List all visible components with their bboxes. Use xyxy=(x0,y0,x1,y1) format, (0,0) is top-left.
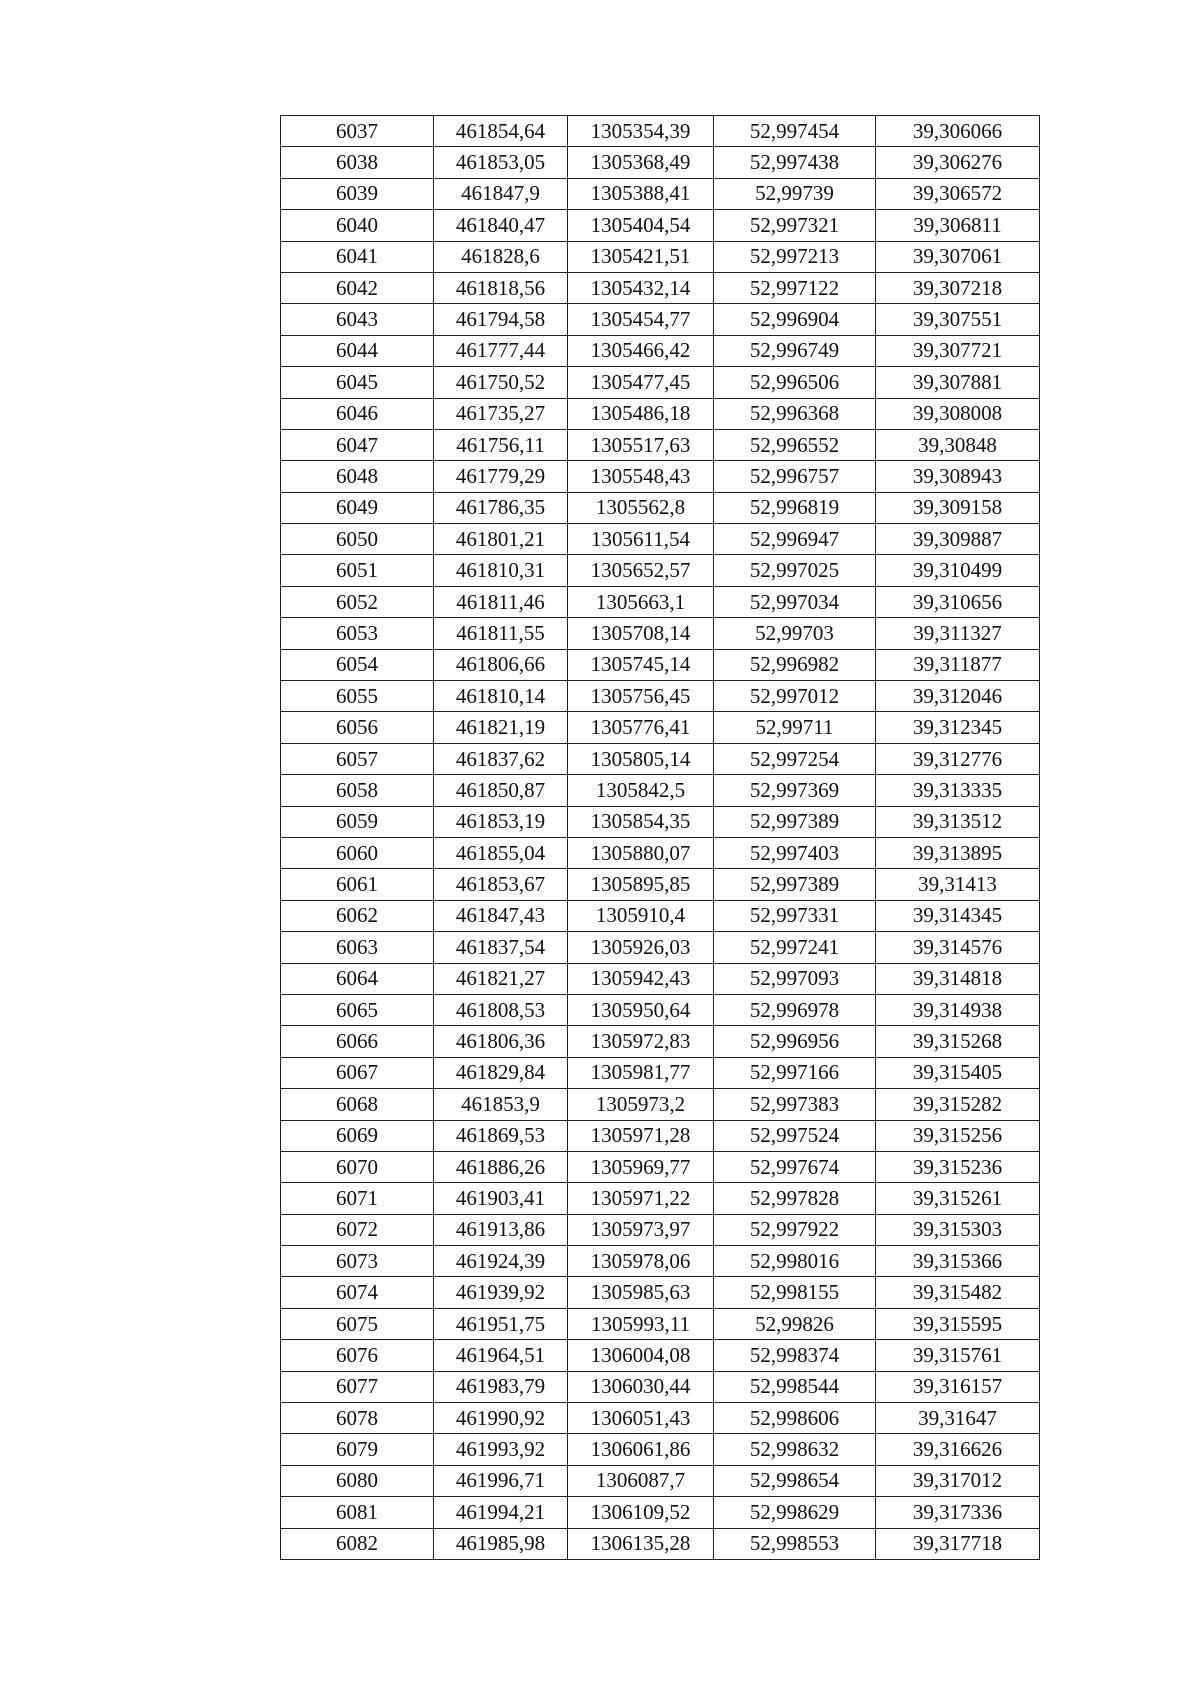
table-row xyxy=(281,272,1040,303)
point-number-cell: 6049 xyxy=(281,492,434,523)
table-row xyxy=(281,649,1040,680)
longitude-cell: 39,312046 xyxy=(876,681,1040,712)
longitude-cell: 39,31647 xyxy=(876,1403,1040,1434)
longitude-cell: 39,315366 xyxy=(876,1246,1040,1277)
latitude-cell: 52,997254 xyxy=(714,743,876,774)
longitude-cell: 39,315268 xyxy=(876,1026,1040,1057)
y-coordinate-cell: 1305972,83 xyxy=(568,1026,714,1057)
y-coordinate-cell: 1305652,57 xyxy=(568,555,714,586)
x-coordinate-cell: 461886,26 xyxy=(434,1151,568,1182)
y-coordinate-cell: 1305854,35 xyxy=(568,806,714,837)
longitude-cell: 39,315282 xyxy=(876,1089,1040,1120)
longitude-cell: 39,317718 xyxy=(876,1528,1040,1559)
x-coordinate-cell: 461855,04 xyxy=(434,837,568,868)
latitude-cell: 52,997166 xyxy=(714,1057,876,1088)
longitude-cell: 39,30848 xyxy=(876,429,1040,460)
latitude-cell: 52,997093 xyxy=(714,963,876,994)
y-coordinate-cell: 1305926,03 xyxy=(568,932,714,963)
point-number-cell: 6079 xyxy=(281,1434,434,1465)
y-coordinate-cell: 1306004,08 xyxy=(568,1340,714,1371)
latitude-cell: 52,997331 xyxy=(714,900,876,931)
x-coordinate-cell: 461811,55 xyxy=(434,618,568,649)
x-coordinate-cell: 461829,84 xyxy=(434,1057,568,1088)
point-number-cell: 6039 xyxy=(281,178,434,209)
y-coordinate-cell: 1305973,97 xyxy=(568,1214,714,1245)
table-row xyxy=(281,994,1040,1025)
table-row xyxy=(281,461,1040,492)
y-coordinate-cell: 1305562,8 xyxy=(568,492,714,523)
y-coordinate-cell: 1305663,1 xyxy=(568,586,714,617)
point-number-cell: 6082 xyxy=(281,1528,434,1559)
point-number-cell: 6052 xyxy=(281,586,434,617)
y-coordinate-cell: 1306061,86 xyxy=(568,1434,714,1465)
x-coordinate-cell: 461801,21 xyxy=(434,524,568,555)
x-coordinate-cell: 461810,31 xyxy=(434,555,568,586)
y-coordinate-cell: 1305611,54 xyxy=(568,524,714,555)
point-number-cell: 6044 xyxy=(281,335,434,366)
latitude-cell: 52,998155 xyxy=(714,1277,876,1308)
point-number-cell: 6038 xyxy=(281,147,434,178)
table-row xyxy=(281,1403,1040,1434)
y-coordinate-cell: 1305388,41 xyxy=(568,178,714,209)
longitude-cell: 39,307881 xyxy=(876,367,1040,398)
longitude-cell: 39,313895 xyxy=(876,837,1040,868)
table-row xyxy=(281,1183,1040,1214)
latitude-cell: 52,998016 xyxy=(714,1246,876,1277)
longitude-cell: 39,312345 xyxy=(876,712,1040,743)
table-row xyxy=(281,743,1040,774)
latitude-cell: 52,996506 xyxy=(714,367,876,398)
x-coordinate-cell: 461854,64 xyxy=(434,116,568,147)
x-coordinate-cell: 461837,54 xyxy=(434,932,568,963)
latitude-cell: 52,998629 xyxy=(714,1497,876,1528)
latitude-cell: 52,997025 xyxy=(714,555,876,586)
longitude-cell: 39,316157 xyxy=(876,1371,1040,1402)
longitude-cell: 39,317336 xyxy=(876,1497,1040,1528)
y-coordinate-cell: 1305454,77 xyxy=(568,304,714,335)
x-coordinate-cell: 461821,27 xyxy=(434,963,568,994)
y-coordinate-cell: 1305486,18 xyxy=(568,398,714,429)
latitude-cell: 52,997389 xyxy=(714,806,876,837)
x-coordinate-cell: 461810,14 xyxy=(434,681,568,712)
table-row xyxy=(281,1340,1040,1371)
x-coordinate-cell: 461735,27 xyxy=(434,398,568,429)
table-row xyxy=(281,1120,1040,1151)
point-number-cell: 6056 xyxy=(281,712,434,743)
longitude-cell: 39,312776 xyxy=(876,743,1040,774)
x-coordinate-cell: 461990,92 xyxy=(434,1403,568,1434)
latitude-cell: 52,997828 xyxy=(714,1183,876,1214)
point-number-cell: 6060 xyxy=(281,837,434,868)
longitude-cell: 39,307721 xyxy=(876,335,1040,366)
y-coordinate-cell: 1305880,07 xyxy=(568,837,714,868)
latitude-cell: 52,996552 xyxy=(714,429,876,460)
x-coordinate-cell: 461993,92 xyxy=(434,1434,568,1465)
longitude-cell: 39,310499 xyxy=(876,555,1040,586)
longitude-cell: 39,315595 xyxy=(876,1308,1040,1339)
y-coordinate-cell: 1305368,49 xyxy=(568,147,714,178)
y-coordinate-cell: 1305776,41 xyxy=(568,712,714,743)
y-coordinate-cell: 1305548,43 xyxy=(568,461,714,492)
table-row xyxy=(281,367,1040,398)
latitude-cell: 52,998374 xyxy=(714,1340,876,1371)
table-row xyxy=(281,1277,1040,1308)
x-coordinate-cell: 461806,66 xyxy=(434,649,568,680)
point-number-cell: 6081 xyxy=(281,1497,434,1528)
point-number-cell: 6074 xyxy=(281,1277,434,1308)
table-row xyxy=(281,304,1040,335)
y-coordinate-cell: 1305981,77 xyxy=(568,1057,714,1088)
x-coordinate-cell: 461913,86 xyxy=(434,1214,568,1245)
y-coordinate-cell: 1305985,63 xyxy=(568,1277,714,1308)
point-number-cell: 6045 xyxy=(281,367,434,398)
point-number-cell: 6075 xyxy=(281,1308,434,1339)
x-coordinate-cell: 461951,75 xyxy=(434,1308,568,1339)
latitude-cell: 52,996368 xyxy=(714,398,876,429)
longitude-cell: 39,316626 xyxy=(876,1434,1040,1465)
point-number-cell: 6042 xyxy=(281,272,434,303)
point-number-cell: 6051 xyxy=(281,555,434,586)
x-coordinate-cell: 461756,11 xyxy=(434,429,568,460)
point-number-cell: 6061 xyxy=(281,869,434,900)
coordinates-table xyxy=(280,115,1040,1560)
point-number-cell: 6037 xyxy=(281,116,434,147)
point-number-cell: 6073 xyxy=(281,1246,434,1277)
table-row xyxy=(281,1465,1040,1496)
longitude-cell: 39,313512 xyxy=(876,806,1040,837)
x-coordinate-cell: 461924,39 xyxy=(434,1246,568,1277)
x-coordinate-cell: 461853,05 xyxy=(434,147,568,178)
latitude-cell: 52,997403 xyxy=(714,837,876,868)
latitude-cell: 52,997034 xyxy=(714,586,876,617)
table-row xyxy=(281,806,1040,837)
latitude-cell: 52,997524 xyxy=(714,1120,876,1151)
coordinates-table-body xyxy=(281,116,1040,1560)
y-coordinate-cell: 1305517,63 xyxy=(568,429,714,460)
table-row xyxy=(281,1089,1040,1120)
table-row xyxy=(281,1246,1040,1277)
table-row xyxy=(281,524,1040,555)
latitude-cell: 52,998632 xyxy=(714,1434,876,1465)
latitude-cell: 52,998553 xyxy=(714,1528,876,1559)
point-number-cell: 6048 xyxy=(281,461,434,492)
point-number-cell: 6068 xyxy=(281,1089,434,1120)
x-coordinate-cell: 461964,51 xyxy=(434,1340,568,1371)
y-coordinate-cell: 1305842,5 xyxy=(568,775,714,806)
x-coordinate-cell: 461994,21 xyxy=(434,1497,568,1528)
x-coordinate-cell: 461850,87 xyxy=(434,775,568,806)
latitude-cell: 52,997674 xyxy=(714,1151,876,1182)
y-coordinate-cell: 1305421,51 xyxy=(568,241,714,272)
table-row xyxy=(281,1026,1040,1057)
point-number-cell: 6059 xyxy=(281,806,434,837)
x-coordinate-cell: 461996,71 xyxy=(434,1465,568,1496)
y-coordinate-cell: 1305950,64 xyxy=(568,994,714,1025)
longitude-cell: 39,311327 xyxy=(876,618,1040,649)
table-row xyxy=(281,963,1040,994)
latitude-cell: 52,99703 xyxy=(714,618,876,649)
x-coordinate-cell: 461853,67 xyxy=(434,869,568,900)
longitude-cell: 39,314345 xyxy=(876,900,1040,931)
longitude-cell: 39,314576 xyxy=(876,932,1040,963)
y-coordinate-cell: 1305354,39 xyxy=(568,116,714,147)
longitude-cell: 39,307061 xyxy=(876,241,1040,272)
y-coordinate-cell: 1305973,2 xyxy=(568,1089,714,1120)
table-row xyxy=(281,1057,1040,1088)
longitude-cell: 39,307551 xyxy=(876,304,1040,335)
y-coordinate-cell: 1306087,7 xyxy=(568,1465,714,1496)
latitude-cell: 52,99711 xyxy=(714,712,876,743)
latitude-cell: 52,997383 xyxy=(714,1089,876,1120)
latitude-cell: 52,997369 xyxy=(714,775,876,806)
y-coordinate-cell: 1305895,85 xyxy=(568,869,714,900)
x-coordinate-cell: 461828,6 xyxy=(434,241,568,272)
y-coordinate-cell: 1305708,14 xyxy=(568,618,714,649)
longitude-cell: 39,306066 xyxy=(876,116,1040,147)
x-coordinate-cell: 461806,36 xyxy=(434,1026,568,1057)
point-number-cell: 6050 xyxy=(281,524,434,555)
table-row xyxy=(281,178,1040,209)
x-coordinate-cell: 461837,62 xyxy=(434,743,568,774)
table-row xyxy=(281,681,1040,712)
table-row xyxy=(281,712,1040,743)
table-row xyxy=(281,1214,1040,1245)
point-number-cell: 6077 xyxy=(281,1371,434,1402)
point-number-cell: 6078 xyxy=(281,1403,434,1434)
latitude-cell: 52,998606 xyxy=(714,1403,876,1434)
x-coordinate-cell: 461853,19 xyxy=(434,806,568,837)
y-coordinate-cell: 1305910,4 xyxy=(568,900,714,931)
latitude-cell: 52,997321 xyxy=(714,210,876,241)
x-coordinate-cell: 461840,47 xyxy=(434,210,568,241)
longitude-cell: 39,308943 xyxy=(876,461,1040,492)
x-coordinate-cell: 461786,35 xyxy=(434,492,568,523)
longitude-cell: 39,306572 xyxy=(876,178,1040,209)
table-row xyxy=(281,900,1040,931)
latitude-cell: 52,996904 xyxy=(714,304,876,335)
longitude-cell: 39,315405 xyxy=(876,1057,1040,1088)
longitude-cell: 39,314818 xyxy=(876,963,1040,994)
y-coordinate-cell: 1306030,44 xyxy=(568,1371,714,1402)
point-number-cell: 6047 xyxy=(281,429,434,460)
y-coordinate-cell: 1305993,11 xyxy=(568,1308,714,1339)
point-number-cell: 6076 xyxy=(281,1340,434,1371)
table-row xyxy=(281,618,1040,649)
longitude-cell: 39,306811 xyxy=(876,210,1040,241)
longitude-cell: 39,31413 xyxy=(876,869,1040,900)
table-row xyxy=(281,492,1040,523)
table-row xyxy=(281,555,1040,586)
table-row xyxy=(281,1528,1040,1559)
point-number-cell: 6054 xyxy=(281,649,434,680)
point-number-cell: 6041 xyxy=(281,241,434,272)
x-coordinate-cell: 461794,58 xyxy=(434,304,568,335)
longitude-cell: 39,306276 xyxy=(876,147,1040,178)
latitude-cell: 52,997213 xyxy=(714,241,876,272)
x-coordinate-cell: 461779,29 xyxy=(434,461,568,492)
latitude-cell: 52,996947 xyxy=(714,524,876,555)
latitude-cell: 52,997389 xyxy=(714,869,876,900)
longitude-cell: 39,309158 xyxy=(876,492,1040,523)
y-coordinate-cell: 1305404,54 xyxy=(568,210,714,241)
x-coordinate-cell: 461939,92 xyxy=(434,1277,568,1308)
point-number-cell: 6065 xyxy=(281,994,434,1025)
table-row xyxy=(281,775,1040,806)
latitude-cell: 52,99826 xyxy=(714,1308,876,1339)
longitude-cell: 39,310656 xyxy=(876,586,1040,617)
table-row xyxy=(281,429,1040,460)
table-row xyxy=(281,1308,1040,1339)
x-coordinate-cell: 461811,46 xyxy=(434,586,568,617)
longitude-cell: 39,308008 xyxy=(876,398,1040,429)
y-coordinate-cell: 1305971,22 xyxy=(568,1183,714,1214)
longitude-cell: 39,315261 xyxy=(876,1183,1040,1214)
table-row xyxy=(281,210,1040,241)
latitude-cell: 52,996749 xyxy=(714,335,876,366)
x-coordinate-cell: 461903,41 xyxy=(434,1183,568,1214)
y-coordinate-cell: 1305942,43 xyxy=(568,963,714,994)
point-number-cell: 6070 xyxy=(281,1151,434,1182)
latitude-cell: 52,996978 xyxy=(714,994,876,1025)
longitude-cell: 39,315761 xyxy=(876,1340,1040,1371)
latitude-cell: 52,997454 xyxy=(714,116,876,147)
x-coordinate-cell: 461821,19 xyxy=(434,712,568,743)
longitude-cell: 39,313335 xyxy=(876,775,1040,806)
point-number-cell: 6040 xyxy=(281,210,434,241)
table-row xyxy=(281,116,1040,147)
table-row xyxy=(281,398,1040,429)
point-number-cell: 6072 xyxy=(281,1214,434,1245)
longitude-cell: 39,311877 xyxy=(876,649,1040,680)
x-coordinate-cell: 461985,98 xyxy=(434,1528,568,1559)
x-coordinate-cell: 461847,9 xyxy=(434,178,568,209)
point-number-cell: 6046 xyxy=(281,398,434,429)
y-coordinate-cell: 1305978,06 xyxy=(568,1246,714,1277)
x-coordinate-cell: 461750,52 xyxy=(434,367,568,398)
y-coordinate-cell: 1306051,43 xyxy=(568,1403,714,1434)
longitude-cell: 39,309887 xyxy=(876,524,1040,555)
latitude-cell: 52,998544 xyxy=(714,1371,876,1402)
y-coordinate-cell: 1305971,28 xyxy=(568,1120,714,1151)
latitude-cell: 52,997012 xyxy=(714,681,876,712)
longitude-cell: 39,315303 xyxy=(876,1214,1040,1245)
y-coordinate-cell: 1305466,42 xyxy=(568,335,714,366)
longitude-cell: 39,307218 xyxy=(876,272,1040,303)
table-row xyxy=(281,1371,1040,1402)
x-coordinate-cell: 461853,9 xyxy=(434,1089,568,1120)
latitude-cell: 52,997122 xyxy=(714,272,876,303)
point-number-cell: 6062 xyxy=(281,900,434,931)
point-number-cell: 6063 xyxy=(281,932,434,963)
point-number-cell: 6043 xyxy=(281,304,434,335)
x-coordinate-cell: 461869,53 xyxy=(434,1120,568,1151)
x-coordinate-cell: 461847,43 xyxy=(434,900,568,931)
latitude-cell: 52,996757 xyxy=(714,461,876,492)
point-number-cell: 6071 xyxy=(281,1183,434,1214)
y-coordinate-cell: 1305969,77 xyxy=(568,1151,714,1182)
table-row xyxy=(281,1151,1040,1182)
longitude-cell: 39,314938 xyxy=(876,994,1040,1025)
longitude-cell: 39,315256 xyxy=(876,1120,1040,1151)
y-coordinate-cell: 1306109,52 xyxy=(568,1497,714,1528)
x-coordinate-cell: 461808,53 xyxy=(434,994,568,1025)
latitude-cell: 52,996982 xyxy=(714,649,876,680)
x-coordinate-cell: 461777,44 xyxy=(434,335,568,366)
point-number-cell: 6066 xyxy=(281,1026,434,1057)
point-number-cell: 6053 xyxy=(281,618,434,649)
y-coordinate-cell: 1305477,45 xyxy=(568,367,714,398)
table-row xyxy=(281,335,1040,366)
x-coordinate-cell: 461983,79 xyxy=(434,1371,568,1402)
point-number-cell: 6057 xyxy=(281,743,434,774)
y-coordinate-cell: 1305432,14 xyxy=(568,272,714,303)
table-row xyxy=(281,869,1040,900)
latitude-cell: 52,996819 xyxy=(714,492,876,523)
longitude-cell: 39,315482 xyxy=(876,1277,1040,1308)
latitude-cell: 52,997922 xyxy=(714,1214,876,1245)
y-coordinate-cell: 1306135,28 xyxy=(568,1528,714,1559)
table-row xyxy=(281,147,1040,178)
table-row xyxy=(281,1434,1040,1465)
table-row xyxy=(281,586,1040,617)
longitude-cell: 39,317012 xyxy=(876,1465,1040,1496)
latitude-cell: 52,998654 xyxy=(714,1465,876,1496)
y-coordinate-cell: 1305805,14 xyxy=(568,743,714,774)
point-number-cell: 6064 xyxy=(281,963,434,994)
latitude-cell: 52,99739 xyxy=(714,178,876,209)
point-number-cell: 6069 xyxy=(281,1120,434,1151)
latitude-cell: 52,997241 xyxy=(714,932,876,963)
y-coordinate-cell: 1305745,14 xyxy=(568,649,714,680)
y-coordinate-cell: 1305756,45 xyxy=(568,681,714,712)
longitude-cell: 39,315236 xyxy=(876,1151,1040,1182)
latitude-cell: 52,996956 xyxy=(714,1026,876,1057)
point-number-cell: 6080 xyxy=(281,1465,434,1496)
point-number-cell: 6055 xyxy=(281,681,434,712)
table-row xyxy=(281,837,1040,868)
x-coordinate-cell: 461818,56 xyxy=(434,272,568,303)
table-row xyxy=(281,932,1040,963)
latitude-cell: 52,997438 xyxy=(714,147,876,178)
table-row xyxy=(281,1497,1040,1528)
point-number-cell: 6058 xyxy=(281,775,434,806)
table-row xyxy=(281,241,1040,272)
point-number-cell: 6067 xyxy=(281,1057,434,1088)
